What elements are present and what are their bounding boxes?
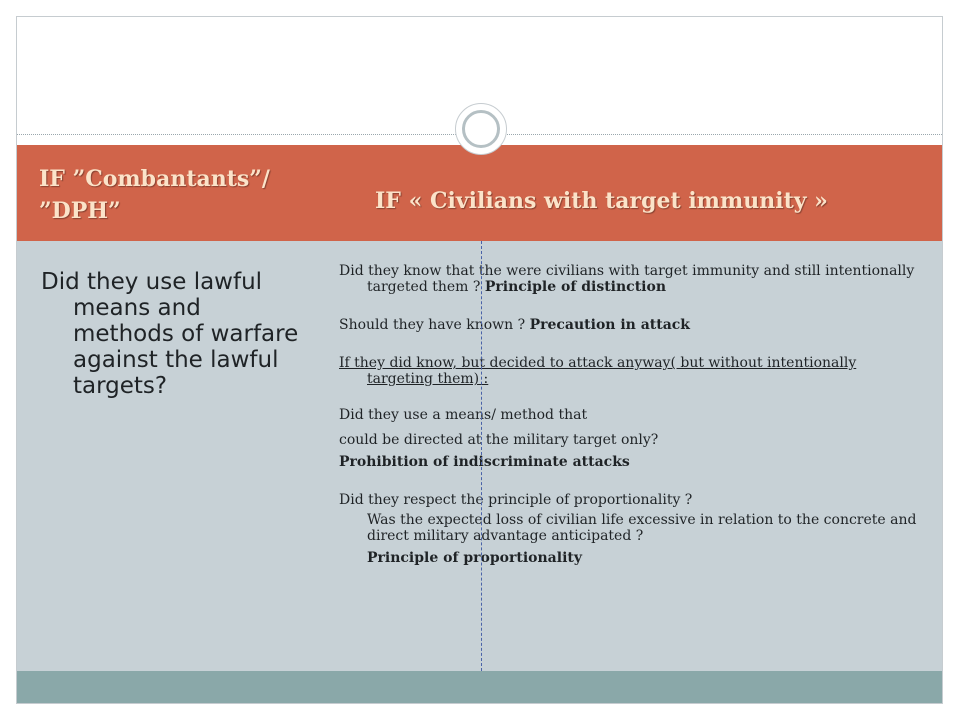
right-column bbox=[339, 263, 919, 566]
decorative-circle-icon bbox=[455, 103, 507, 155]
question-attack-anyway: If they did know, but decided to attack anyway( but without intentionally targeting them) : bbox=[339, 355, 857, 387]
question-proportionality: Did they respect the principle of proportionality ? bbox=[339, 492, 693, 508]
principle-precaution: Precaution in attack bbox=[529, 317, 691, 333]
header-left-line2: ”DPH” bbox=[39, 198, 121, 224]
question-precaution-text: Should they have known ? bbox=[339, 317, 530, 333]
principle-indiscriminate: Prohibition of indiscriminate attacks bbox=[339, 454, 630, 470]
header-left-title bbox=[39, 163, 359, 227]
left-column bbox=[41, 269, 303, 399]
question-distinction bbox=[339, 263, 919, 295]
header-left-line1: IF ”Combantants”/ bbox=[39, 166, 270, 192]
decorative-ring-icon bbox=[462, 110, 500, 148]
question-precaution bbox=[339, 317, 919, 333]
question-means-line1: Did they use a means/ method that bbox=[339, 407, 588, 423]
footer-band bbox=[17, 671, 942, 704]
header-band bbox=[17, 145, 942, 241]
question-expected-loss: Was the expected loss of civilian life excessive in relation to the concrete and direct military advantage anticipated ? bbox=[367, 512, 917, 544]
principle-distinction: Principle of distinction bbox=[484, 279, 667, 295]
header-right-title: IF « Civilians with target immunity » bbox=[375, 188, 828, 214]
slide bbox=[16, 16, 943, 704]
principle-proportionality: Principle of proportionality bbox=[367, 550, 582, 566]
question-means-line2: could be directed at the military target only? bbox=[339, 432, 659, 448]
left-question: Did they use lawful means and methods of warfare against the lawful targets? bbox=[41, 269, 299, 399]
content-area bbox=[17, 241, 942, 671]
question-distinction-text: Did they know that the were civilians with target immunity and still intentionally targeted them ? bbox=[339, 263, 915, 295]
column-divider bbox=[481, 241, 482, 671]
